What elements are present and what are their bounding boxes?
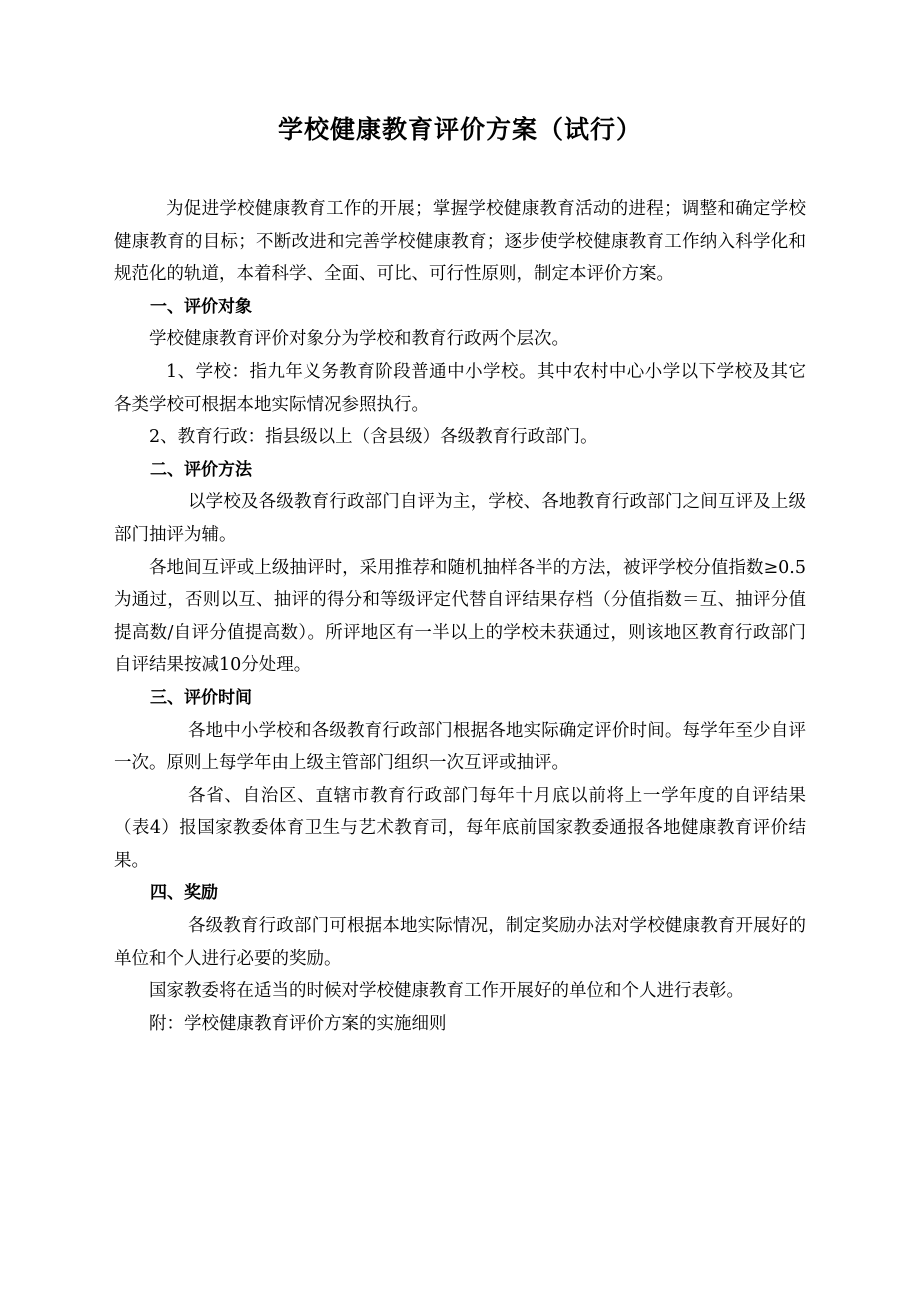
paragraph: 国家教委将在适当的时候对学校健康教育工作开展好的单位和个人进行表彰。: [149, 981, 744, 1002]
intro-paragraph: 为促进学校健康教育工作的开展；掌握学校健康教育活动的进程；调整和确定学校健康教育的目标；不断改进和完善学校健康教育；逐步使学校健康教育工作纳入科学化和规范化的轨道，本着科学、全面、可比、可行性原则，制定本评价方案。: [114, 199, 806, 285]
paragraph: 以学校及各级教育行政部门自评为主，学校、各地教育行政部门之间互评及上级部门抽评为辅。: [114, 492, 806, 545]
paragraph: 各地中小学校和各级教育行政部门根据各地实际确定评价时间。每学年至少自评一次。原则上每学年由上级主管部门组织一次互评或抽评。: [114, 720, 806, 774]
section-heading-evaluation-time: 三、评价时间: [150, 687, 252, 708]
document-body: [114, 193, 806, 1040]
section-heading-evaluation-method: 二、评价方法: [150, 459, 252, 480]
paragraph: 各级教育行政部门可根据本地实际情况，制定奖励办法对学校健康教育开展好的单位和个人进行必要的奖励。: [114, 916, 806, 969]
document-title: 学校健康教育评价方案（试行）: [277, 115, 642, 144]
paragraph: 1、学校：指九年义务教育阶段普通中小学校。其中农村中心小学以下学校及其它各类学校可根据本地实际情况参照执行。: [114, 361, 806, 415]
paragraph: 2、教育行政：指县级以上（含县级）各级教育行政部门。: [149, 427, 598, 448]
appendix-note: 附：学校健康教育评价方案的实施细则: [149, 1013, 447, 1034]
section-heading-evaluation-target: 一、评价对象: [150, 296, 252, 317]
section-heading-rewards: 四、奖励: [150, 883, 218, 904]
paragraph: 各地间互评或上级抽评时，采用推荐和随机抽样各半的方法，被评学校分值指数≥0.5为通过，否则以互、抽评的得分和等级评定代替自评结果存档（分值指数＝互、抽评分值提高数/自评分值提高数）。所评地区有一半以上的学校未获通过，则该地区教育行政部门自评结果按减10分处理。: [114, 557, 806, 676]
paragraph: 学校健康教育评价对象分为学校和教育行政两个层次。: [149, 329, 569, 350]
paragraph: 各省、自治区、直辖市教育行政部门每年十月底以前将上一学年度的自评结果（表4）报国家教委体育卫生与艺术教育司，每年底前国家教委通报各地健康教育评价结果。: [114, 785, 806, 871]
